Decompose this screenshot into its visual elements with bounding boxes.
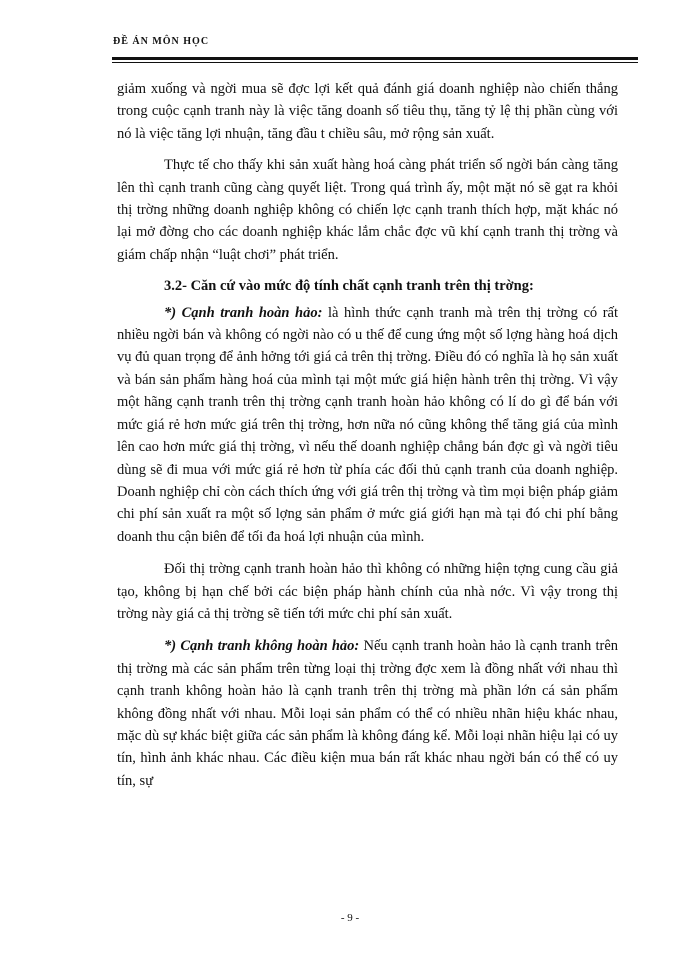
- term-imperfect-competition: *) Cạnh tranh không hoàn hảo:: [164, 638, 360, 655]
- paragraph-4: Đối thị trờng cạnh tranh hoàn hảo thì không có những hiện tợng cung cầu giả tạo, không bị hạn chế bởi các biện pháp hành chính của nhà nớc. Vì vậy trong thị trờng này giá cả thị trờng sẽ tiến tới mức chi phí sản xuất.: [117, 561, 618, 622]
- header-divider-thin: [112, 62, 638, 63]
- header-divider-thick: [112, 57, 638, 60]
- paragraph-perfect-competition: [117, 302, 618, 548]
- document-header-title: ĐỀ ÁN MÔN HỌC: [113, 36, 210, 47]
- paragraph-imperfect-competition: [117, 635, 618, 792]
- page-number: - 9 -: [340, 912, 360, 924]
- paragraph-1: giảm xuống và ngời mua sẽ đợc lợi kết quả đánh giá doanh nghiệp nào chiến thắng trong cuộc cạnh tranh này là việc tăng doanh số tiêu thụ, tăng tỷ lệ thị phần cùng với nó là việc tăng lợi nhuận, tăng đầu t chiều sâu, mở rộng sản xuất.: [117, 81, 618, 142]
- section-heading: 3.2- Căn cứ vào mức độ tính chất cạnh tranh trên thị trờng:: [164, 278, 534, 295]
- paragraph-2: Thực tế cho thấy khi sản xuất hàng hoá càng phát triển số ngời bán càng tăng lên thì cạnh tranh cũng càng quyết liệt. Trong quá trình ấy, một mặt nó sẽ gạt ra khỏi thị trờng những doanh nghiệp không có chiến lợc cạnh tranh thích hợp, mặt khác nó lại mở đờng cho các doanh nghiệp khác lắm chắc đợc vũ khí cạnh tranh thị trờng và giám chấp nhận “luật chơi” phát triển.: [117, 157, 618, 263]
- paragraph-imperfect-competition-text: Nếu cạnh tranh hoàn hảo là cạnh tranh trên thị trờng mà các sản phẩm trên từng loại thị trờng đợc xem là đồng nhất với nhau thì cạnh tranh không hoàn hảo là cạnh tranh trên thị trờng mà phần lớn cá sản phẩm không đồng nhất với nhau. Mỗi loại sản phẩm có thể có nhiều nhãn hiệu khác nhau, mặc dù sự khác biệt giữa các sản phẩm là không đáng kể. Mỗi loại nhãn hiệu lại có uy tín, hình ảnh khác nhau. Các điều kiện mua bán rất khác nhau ngời bán có thể có uy tín, sự: [117, 638, 619, 789]
- term-perfect-competition: *) Cạnh tranh hoàn hảo:: [164, 304, 323, 321]
- document-body: [117, 78, 618, 792]
- paragraph-perfect-competition-text: là hình thức cạnh tranh mà trên thị trờng có rất nhiều ngời bán và không có ngời nào có u thế để cung ứng một số lợng hàng hoá dịch vụ đủ quan trọng để ảnh hởng tới giá cả trên thị trờng. Điều đó có nghĩa là họ sản xuất và bán sản phẩm hàng hoá của mình tại một mức giá hiện hành trên thị trờng. Vì vậy một hãng cạnh tranh trên thị trờng cạnh tranh hoàn hảo không có lí do gì để bán với mức giá rẻ hơn mức giá trên thị trờng, hơn nữa nó cũng không thể tăng giá của mình lên cao hơn mức giá thị trờng, vì nếu thế doanh nghiệp chẳng bán đợc gì và ngời tiêu dùng sẽ đi mua với mức giá rẻ hơn từ phía các đối thủ cạnh tranh của doanh nghiệp. Doanh nghiệp chỉ còn cách thích ứng với giá trên thị trờng và tìm mọi biện pháp giảm chi phí sản xuất ra một số lợng sản phẩm ở mức giá giới hạn mà tại đó chi phí bằng doanh thu cận biên để tối đa hoá lợi nhuận của mình.: [117, 304, 618, 545]
